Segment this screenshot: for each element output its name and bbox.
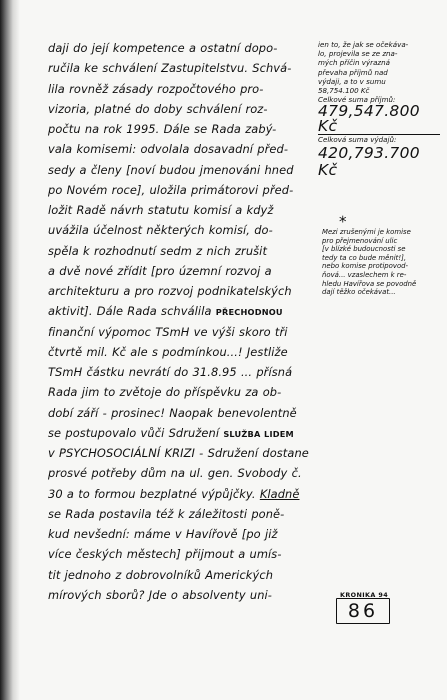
text-line: se Rada postavila též k záležitosti poně- [48, 506, 285, 521]
text-line [48, 484, 312, 504]
text-line: sedy a členy [noví budou jmenováni hned [48, 162, 294, 177]
text-line: počtu na rok 1995. Dále se Rada zabý- [48, 122, 277, 136]
margin-line: Celkové suma příjmů: [318, 95, 396, 105]
margin-line: tedy ta co bude měnit!], [322, 253, 407, 262]
expense-label: Celková suma výdajů: [318, 135, 397, 145]
text-line: více českých městech] přijmout a umís- [48, 547, 282, 562]
margin-line: Mezi zrušenými je komise [322, 228, 411, 236]
caps-word: SLUŽBA LIDEM [223, 428, 294, 439]
margin-line: [v blízké budoucnosti se [322, 245, 406, 254]
text-line: a dvě nové zřídit [pro územní rozvoj a [48, 263, 272, 278]
margin-line: lo, projevila se ze zna- [318, 49, 398, 59]
text-line: dobí září - prosinec! Naopak benevolentně [48, 405, 297, 420]
text-line: vala komisemi: odvolala dosavadní před- [48, 142, 289, 157]
text-line: kud nevšední: máme v Havířově [po již [48, 527, 278, 541]
text-line [48, 301, 312, 321]
margin-line: dají těžko očekávat... [322, 288, 396, 297]
margin-line: ien to, že jak se očekáva- [318, 40, 409, 49]
text-line: TSmH částku nevrátí do 31.8.95 ... přísná [48, 365, 293, 379]
margin-line: 58,754.100 Kč [318, 86, 370, 96]
page-number: 86 [336, 598, 390, 624]
chronicle-label: KRONIKA 94 [340, 591, 389, 599]
text-line: lila rovněž zásady rozpočtového pro- [48, 81, 264, 96]
margin-line: mých příčin výrazná [318, 58, 390, 68]
text-segment: se postupovalo vůči Sdružení [48, 425, 224, 440]
text-line: po Novém roce], uložila primátorovi před- [48, 182, 294, 197]
margin-line: pro přejmenování ulic [322, 236, 398, 245]
text-line: uvážila účelnost některých komisí, do- [48, 223, 273, 238]
margin-note-budget [318, 40, 440, 179]
main-text-column [48, 38, 312, 605]
text-line: spěla k rozhodnutí sedm z nich zrušit [48, 243, 268, 258]
income-total [318, 104, 440, 135]
margin-note-commissions [322, 228, 440, 297]
text-segment: 30 a to formou bezplatné výpůjčky. [48, 486, 260, 501]
caps-word: PŘECHODNOU [215, 307, 283, 318]
margin-line: výdaji, a to v sumu [318, 76, 386, 86]
margin-line: ňová... vzaslechem k re- [322, 270, 407, 279]
text-line: v PSYCHOSOCIÁLNÍ KRIZI - Sdružení dostane [48, 446, 309, 460]
asterisk-icon: ⁎ [339, 208, 347, 226]
text-line: daji do její kompetence a ostatní dopo- [48, 41, 278, 55]
margin-line: hledu Havířova se povodně [322, 279, 417, 288]
binding-shadow [0, 0, 20, 700]
text-line: tit jednoho z dobrovolníků Amerických [48, 567, 274, 582]
text-line: ložit Radě návrh statutu komisí a když [48, 203, 274, 217]
text-line: architekturu a pro rozvoj podnikatelských [48, 284, 292, 298]
income-total-value: 479,547.800 Kč [318, 104, 440, 135]
text-segment: aktivit]. Dále Rada schválila [48, 304, 216, 319]
text-line: mírových sborů? Jde o absolventy uni- [48, 587, 272, 602]
text-line: finanční výpomoc TSmH ve výši skoro tři [48, 324, 288, 339]
text-line: vizoria, platné do doby schválení roz- [48, 101, 268, 116]
text-line [48, 423, 312, 443]
underlined-word: Kladně [259, 486, 300, 501]
expense-total: 420,793.700 Kč [318, 143, 420, 179]
text-line: Rada jim to zvětoje do příspěvku za ob- [48, 385, 282, 400]
margin-line: převaha příjmů nad [318, 67, 388, 77]
margin-line: nebo komise protipovod- [322, 262, 409, 271]
text-line: čtvrtě mil. Kč ale s podmínkou...! Jestliže [48, 344, 288, 359]
text-line: prosvé potřeby dům na ul. gen. Svobody č. [48, 466, 302, 481]
text-line: ručila ke schválení Zastupitelstvu. Schvá- [48, 61, 292, 76]
